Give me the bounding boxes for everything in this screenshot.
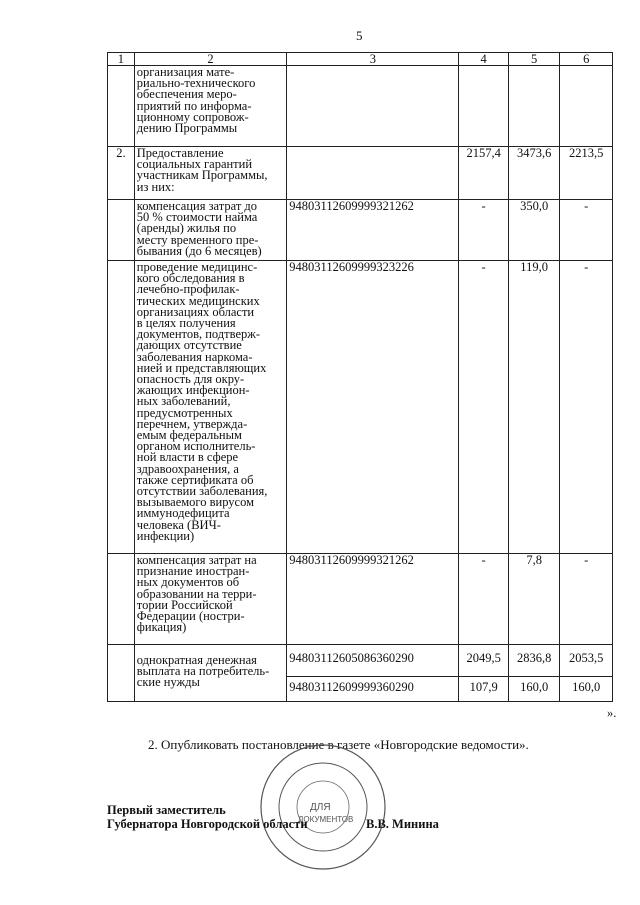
table-row	[108, 645, 613, 677]
row-number	[108, 66, 135, 147]
row-name: Предоставление социальных гарантий участникам Программы, из них:	[134, 147, 287, 200]
row-code: 94803112605086360290	[287, 645, 459, 677]
table-row	[108, 554, 613, 645]
page-number: 5	[356, 28, 363, 43]
header-col-6: 6	[560, 53, 613, 66]
row-value-2026: 160,0	[560, 677, 613, 702]
row-value-2026	[560, 66, 613, 147]
row-number: 2.	[108, 147, 135, 200]
row-value-2024: -	[459, 261, 508, 554]
svg-text:ДЛЯ: ДЛЯ	[310, 802, 331, 813]
row-code: 94803112609999321262	[287, 554, 459, 645]
signatory-title: Первый заместитель Губернатора Новгородской области	[107, 803, 308, 831]
row-value-2024: -	[459, 554, 508, 645]
header-col-4: 4	[459, 53, 508, 66]
row-code: 94803112609999360290	[287, 677, 459, 702]
row-code: 94803112609999321262	[287, 200, 459, 261]
row-code	[287, 66, 459, 147]
row-value-2025: 160,0	[508, 677, 560, 702]
row-value-2025: 119,0	[508, 261, 560, 554]
table-row	[108, 66, 613, 147]
row-number	[108, 645, 135, 702]
row-value-2025	[508, 66, 560, 147]
row-value-2025: 350,0	[508, 200, 560, 261]
row-number	[108, 261, 135, 554]
header-col-1: 1	[108, 53, 135, 66]
publication-paragraph: 2. Опубликовать постановление в газете «Новгородские ведомости».	[148, 737, 529, 752]
row-value-2026: -	[560, 261, 613, 554]
table-row	[108, 261, 613, 554]
row-value-2024: 2049,5	[459, 645, 508, 677]
row-number	[108, 554, 135, 645]
table-header-row	[108, 53, 613, 66]
row-name: проведение медицинс- кого обследования в лечебно-профилак- тических медицинских организациях области в целях получения документов, подтверж- дающих отсутствие заболевания наркома- нией и представляющих опасность для окру- жающих инфекцион- ных заболеваний, предусмотренных перечнем, утвержда- емым федеральным органом исполнитель- ной власти в сфере здравоохранения, а также сертификата об отсутствии заболевания, вызываемого вирусом иммунодефицита человека (ВИЧ- инфекции)	[134, 261, 287, 554]
row-value-2025: 7,8	[508, 554, 560, 645]
row-code: 94803112609999323226	[287, 261, 459, 554]
row-value-2024: 2157,4	[459, 147, 508, 200]
row-number	[108, 200, 135, 261]
row-value-2026: -	[560, 200, 613, 261]
svg-text:ДОКУМЕНТОВ: ДОКУМЕНТОВ	[298, 815, 354, 824]
table-row	[108, 147, 613, 200]
program-budget-table	[107, 52, 613, 702]
row-name: однократная денежная выплата на потребитель- ские нужды	[134, 645, 287, 702]
row-name: компенсация затрат до 50 % стоимости найма (аренды) жилья по месту временного пре- бывания (до 6 месяцев)	[134, 200, 287, 261]
row-name: организация мате- риально-технического обеспечения меро- приятий по информа- ционному сопровож- дению Программы	[134, 66, 287, 147]
row-value-2025: 3473,6	[508, 147, 560, 200]
row-value-2026: -	[560, 554, 613, 645]
row-value-2026: 2053,5	[560, 645, 613, 677]
row-value-2024: -	[459, 200, 508, 261]
row-value-2026: 2213,5	[560, 147, 613, 200]
row-value-2025: 2836,8	[508, 645, 560, 677]
row-value-2024: 107,9	[459, 677, 508, 702]
header-col-5: 5	[508, 53, 560, 66]
row-code	[287, 147, 459, 200]
row-value-2024	[459, 66, 508, 147]
closing-quote: ».	[607, 706, 617, 720]
row-name: компенсация затрат на признание иностран- ных документов об образовании на терри- тории Российской Федерации (ностри- фикация)	[134, 554, 287, 645]
header-col-3: 3	[287, 53, 459, 66]
signatory-name: В.В. Минина	[366, 817, 439, 831]
header-col-2: 2	[134, 53, 287, 66]
table-row	[108, 200, 613, 261]
